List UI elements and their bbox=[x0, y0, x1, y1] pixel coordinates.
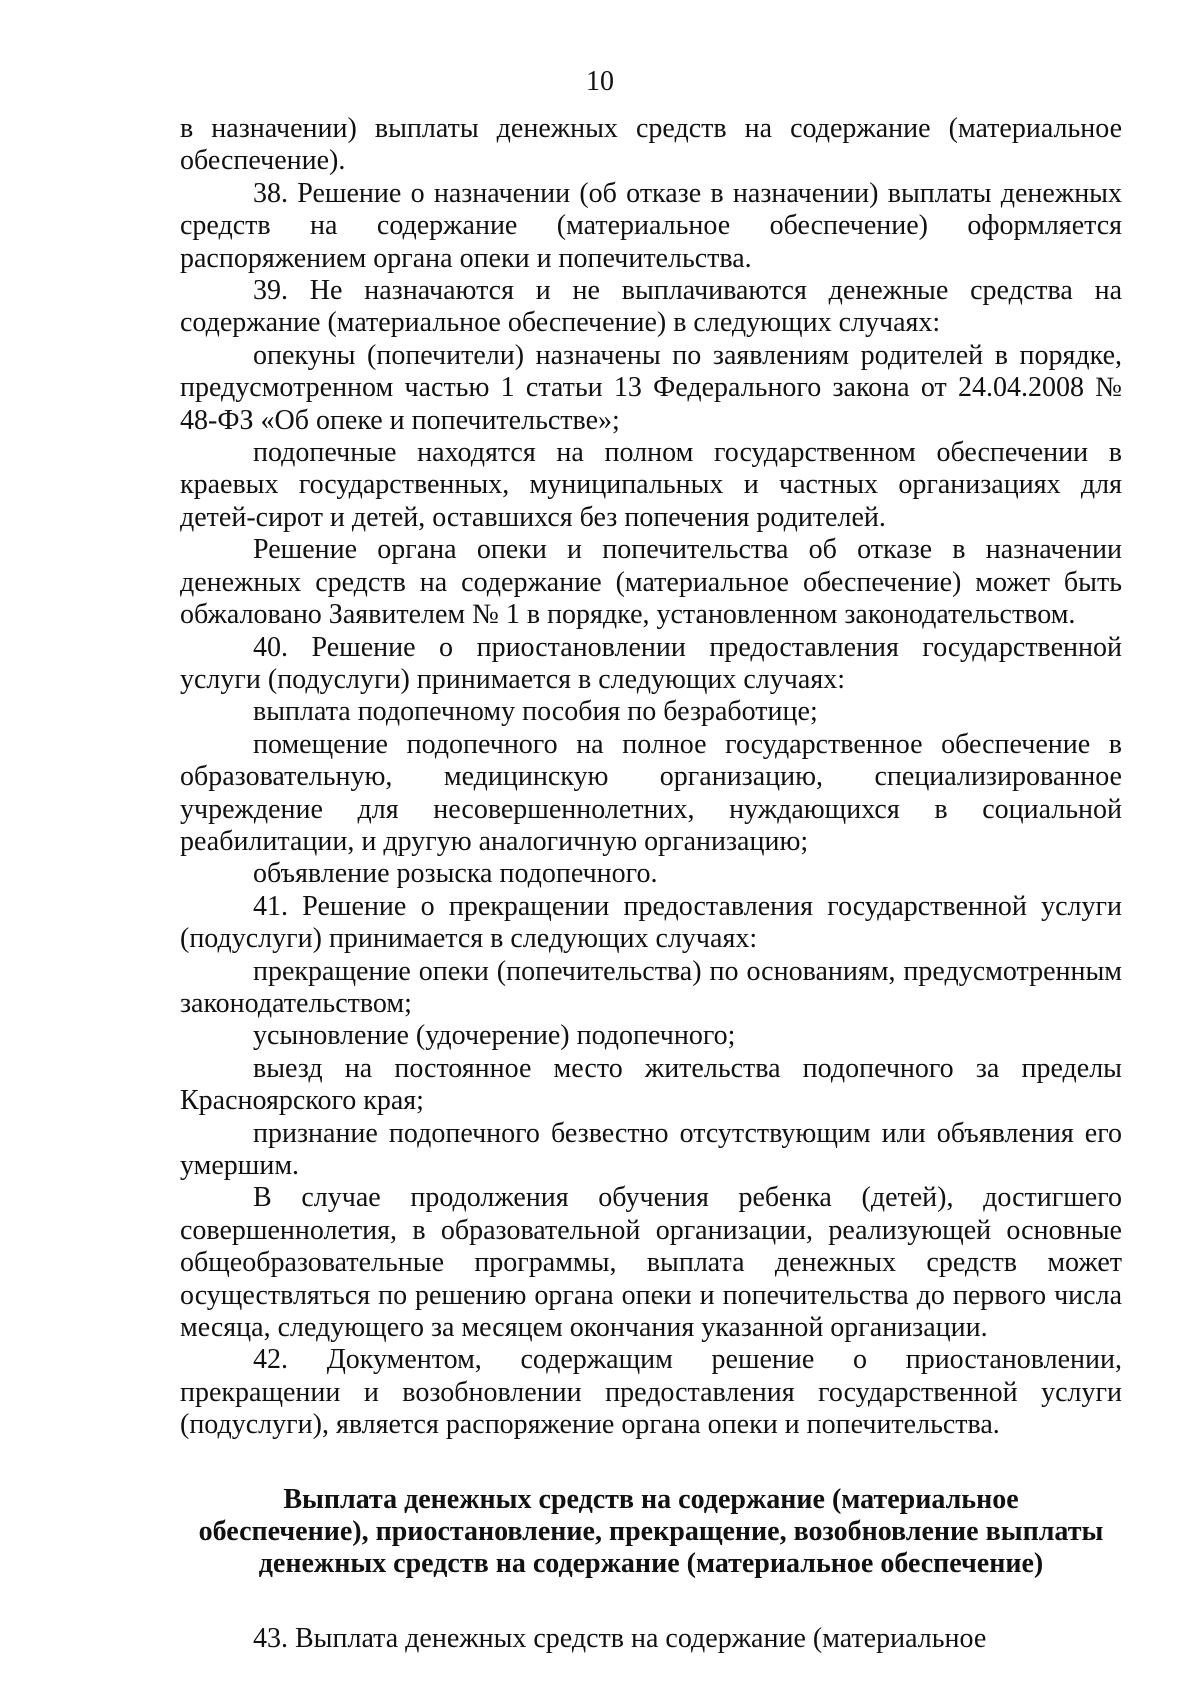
section-heading-line-1: Выплата денежных средств на содержание (материальное bbox=[283, 1483, 1019, 1515]
paragraph-39-case-2: подопечные находятся на полном государственном обеспечении в краевых государственных, муниципальных и частных организациях для детей-сирот и детей, оставшихся без попечения родителей. bbox=[180, 437, 1122, 533]
section-heading-line-3: денежных средств на содержание (материальное обеспечение) bbox=[258, 1548, 1044, 1580]
paragraph-41-case-1: прекращение опеки (попечительства) по основаниям, предусмотренным законодательством; bbox=[180, 955, 1122, 1019]
paragraph-40-case-1: выплата подопечному пособия по безработице; bbox=[253, 696, 818, 728]
paragraph-continuation: в назначении) выплаты денежных средств на содержание (материальное обеспечение). bbox=[180, 113, 1122, 177]
paragraph-43: 43. Выплата денежных средств на содержание (материальное bbox=[253, 1622, 987, 1654]
paragraph-41: 41. Решение о прекращении предоставления государственной услуги (подуслуги) принимается в следующих случаях: bbox=[180, 890, 1122, 955]
paragraph-42: 42. Документом, содержащим решение о приостановлении, прекращении и возобновлении предоставления государственной услуги (подуслуги), является распоряжение органа опеки и попечительства. bbox=[180, 1344, 1122, 1441]
paragraph-41-case-2: усыновление (удочерение) подопечного; bbox=[253, 1020, 736, 1052]
section-heading bbox=[180, 1484, 1122, 1581]
paragraph-38: 38. Решение о назначении (об отказе в назначении) выплаты денежных средств на содержание (материальное обеспечение) оформляется распоряжением органа опеки и попечительства. bbox=[180, 177, 1122, 274]
paragraph-39: 39. Не назначаются и не выплачиваются денежные средства на содержание (материальное обеспечение) в следующих случаях: bbox=[180, 275, 1122, 339]
paragraph-40: 40. Решение о приостановлении предоставления государственной услуги (подуслуги) принимается в следующих случаях: bbox=[180, 631, 1122, 695]
page-number: 10 bbox=[586, 66, 614, 97]
paragraph-41-case-4: признание подопечного безвестно отсутствующим или объявления его умершим. bbox=[180, 1117, 1122, 1181]
paragraph-40-case-2: помещение подопечного на полное государственное обеспечение в образовательную, медицинскую организацию, специализированное учреждение для несовершеннолетних, нуждающихся в социальной реабилитации, и другую аналогичную организацию; bbox=[180, 728, 1122, 857]
paragraph-appeal: Решение органа опеки и попечительства об отказе в назначении денежных средств на содержание (материальное обеспечение) может быть обжаловано Заявителем № 1 в порядке, установленном законодательством. bbox=[180, 534, 1122, 631]
document-body bbox=[180, 113, 1122, 1655]
paragraph-40-case-3: объявление розыска подопечного. bbox=[253, 858, 658, 890]
section-heading-line-2: обеспечение), приостановление, прекращение, возобновление выплаты bbox=[198, 1516, 1104, 1548]
paragraph-41-case-3: выезд на постоянное место жительства подопечного за пределы Красноярского края; bbox=[180, 1052, 1122, 1117]
paragraph-continued-education: В случае продолжения обучения ребенка (детей), достигшего совершеннолетия, в образовательной организации, реализующей основные общеобразовательные программы, выплата денежных средств может осуществляться по решению органа опеки и попечительства до первого числа месяца, следующего за месяцем окончания указанной организации. bbox=[180, 1182, 1122, 1344]
paragraph-39-case-1: опекуны (попечители) назначены по заявлениям родителей в порядке, предусмотренном частью 1 статьи 13 Федерального закона от 24.04.2008 № 48-ФЗ «Об опеке и попечительстве»; bbox=[180, 339, 1122, 436]
